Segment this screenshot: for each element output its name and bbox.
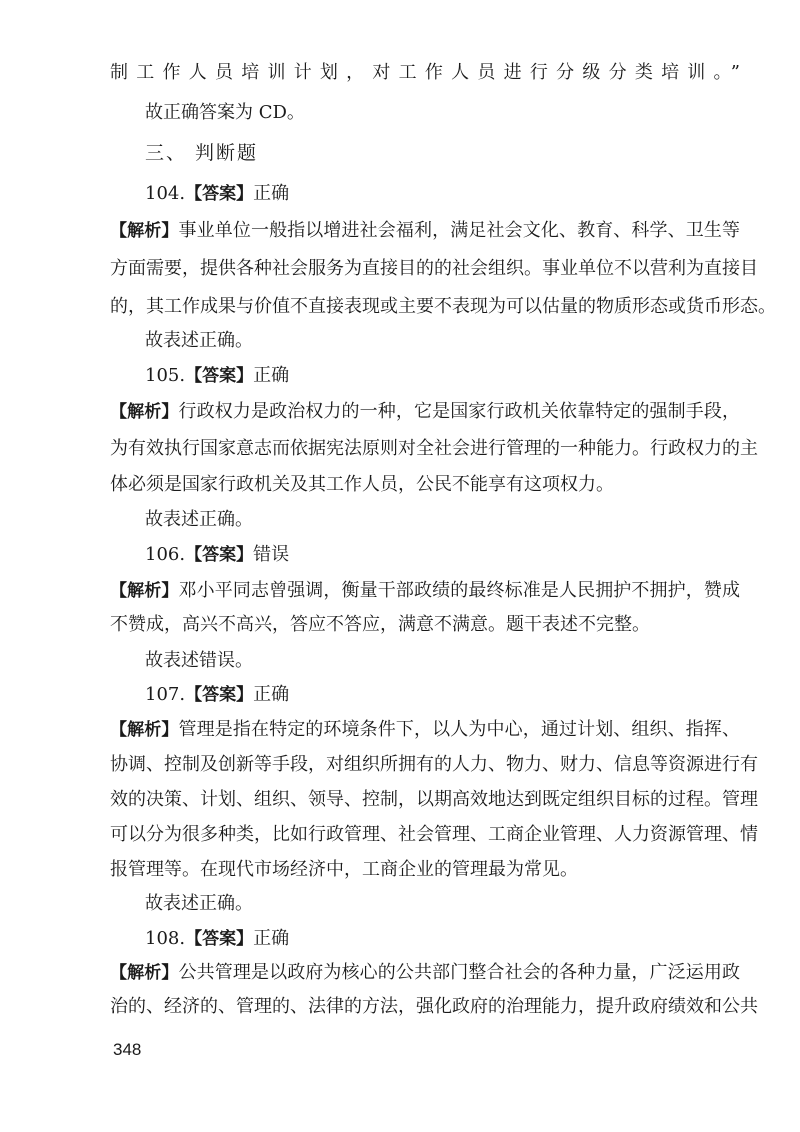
explanation-line	[110, 578, 740, 604]
explanation-line	[110, 399, 740, 425]
conclusion-line: 故表述正确。	[145, 893, 253, 914]
explanation-tag: 【解析】	[110, 720, 179, 740]
answer-line-104	[145, 181, 289, 207]
text-line: 效的决策、计划、组织、领导、控制，以期高效地达到既定组织目标的过程。管理	[110, 789, 758, 810]
section-heading: 三、 判断题	[145, 142, 259, 164]
answer-line-105	[145, 363, 289, 389]
conclusion-line: 故表述错误。	[145, 650, 253, 671]
text-line: 制工作人员培训计划，对工作人员进行分级分类培训。”	[110, 62, 740, 83]
explanation-line	[110, 218, 740, 244]
answer-tag: 【答案】	[185, 545, 254, 565]
answer-tag: 【答案】	[185, 366, 254, 386]
explanation-text: 邓小平同志曾强调，衡量干部政绩的最终标准是人民拥护不拥护，赞成	[178, 580, 741, 601]
answer-tag: 【答案】	[185, 685, 254, 705]
answer-value: 正确	[253, 365, 290, 386]
explanation-text: 公共管理是以政府为核心的公共部门整合社会的各种力量，广泛运用政	[178, 962, 741, 983]
text-line: 方面需要，提供各种社会服务为直接目的的社会组织。事业单位不以营利为直接目	[110, 258, 758, 279]
question-number: 107.	[145, 684, 186, 705]
question-number: 105.	[145, 365, 186, 386]
conclusion-line: 故表述正确。	[145, 509, 253, 530]
text-line: 不赞成，高兴不高兴，答应不答应，满意不满意。题干表述不完整。	[110, 614, 650, 635]
answer-value: 错误	[253, 544, 290, 565]
text-line: 体必须是国家行政机关及其工作人员，公民不能享有这项权力。	[110, 474, 614, 495]
text-line: 可以分为很多种类，比如行政管理、社会管理、工商企业管理、人力资源管理、情	[110, 824, 758, 845]
text-line: 治的、经济的、管理的、法律的方法，强化政府的治理能力，提升政府绩效和公共	[110, 996, 758, 1017]
text-line: 为有效执行国家意志而依据宪法原则对全社会进行管理的一种能力。行政权力的主	[110, 438, 758, 459]
explanation-text: 行政权力是政治权力的一种，它是国家行政机关依靠特定的强制手段，	[178, 401, 741, 422]
answer-line-106	[145, 542, 289, 568]
text-line: 协调、控制及创新等手段，对组织所拥有的人力、物力、财力、信息等资源进行有	[110, 754, 758, 775]
explanation-tag: 【解析】	[110, 581, 179, 601]
answer-value: 正确	[253, 684, 290, 705]
text-line: 报管理等。在现代市场经济中，工商企业的管理最为常见。	[110, 859, 578, 880]
answer-value: 正确	[253, 928, 290, 949]
question-number: 106.	[145, 544, 186, 565]
explanation-tag: 【解析】	[110, 221, 179, 241]
question-number: 104.	[145, 183, 186, 204]
answer-value: 正确	[253, 183, 290, 204]
explanation-text: 管理是指在特定的环境条件下，以人为中心，通过计划、组织、指挥、	[178, 719, 741, 740]
answer-line-107	[145, 682, 289, 708]
explanation-tag: 【解析】	[110, 402, 179, 422]
page-number: 348	[113, 1040, 142, 1059]
text-line: 的，其工作成果与价值不直接表现或主要不表现为可以估量的物质形态或货币形态。	[110, 296, 776, 317]
explanation-line	[110, 960, 740, 986]
conclusion-line: 故表述正确。	[145, 330, 253, 351]
explanation-line	[110, 717, 740, 743]
question-number: 108.	[145, 928, 186, 949]
explanation-text: 事业单位一般指以增进社会福利，满足社会文化、教育、科学、卫生等	[178, 220, 741, 241]
answer-tag: 【答案】	[185, 184, 254, 204]
conclusion-line: 故正确答案为 CD。	[145, 102, 305, 123]
answer-tag: 【答案】	[185, 929, 254, 949]
explanation-tag: 【解析】	[110, 963, 179, 983]
answer-line-108	[145, 926, 289, 952]
